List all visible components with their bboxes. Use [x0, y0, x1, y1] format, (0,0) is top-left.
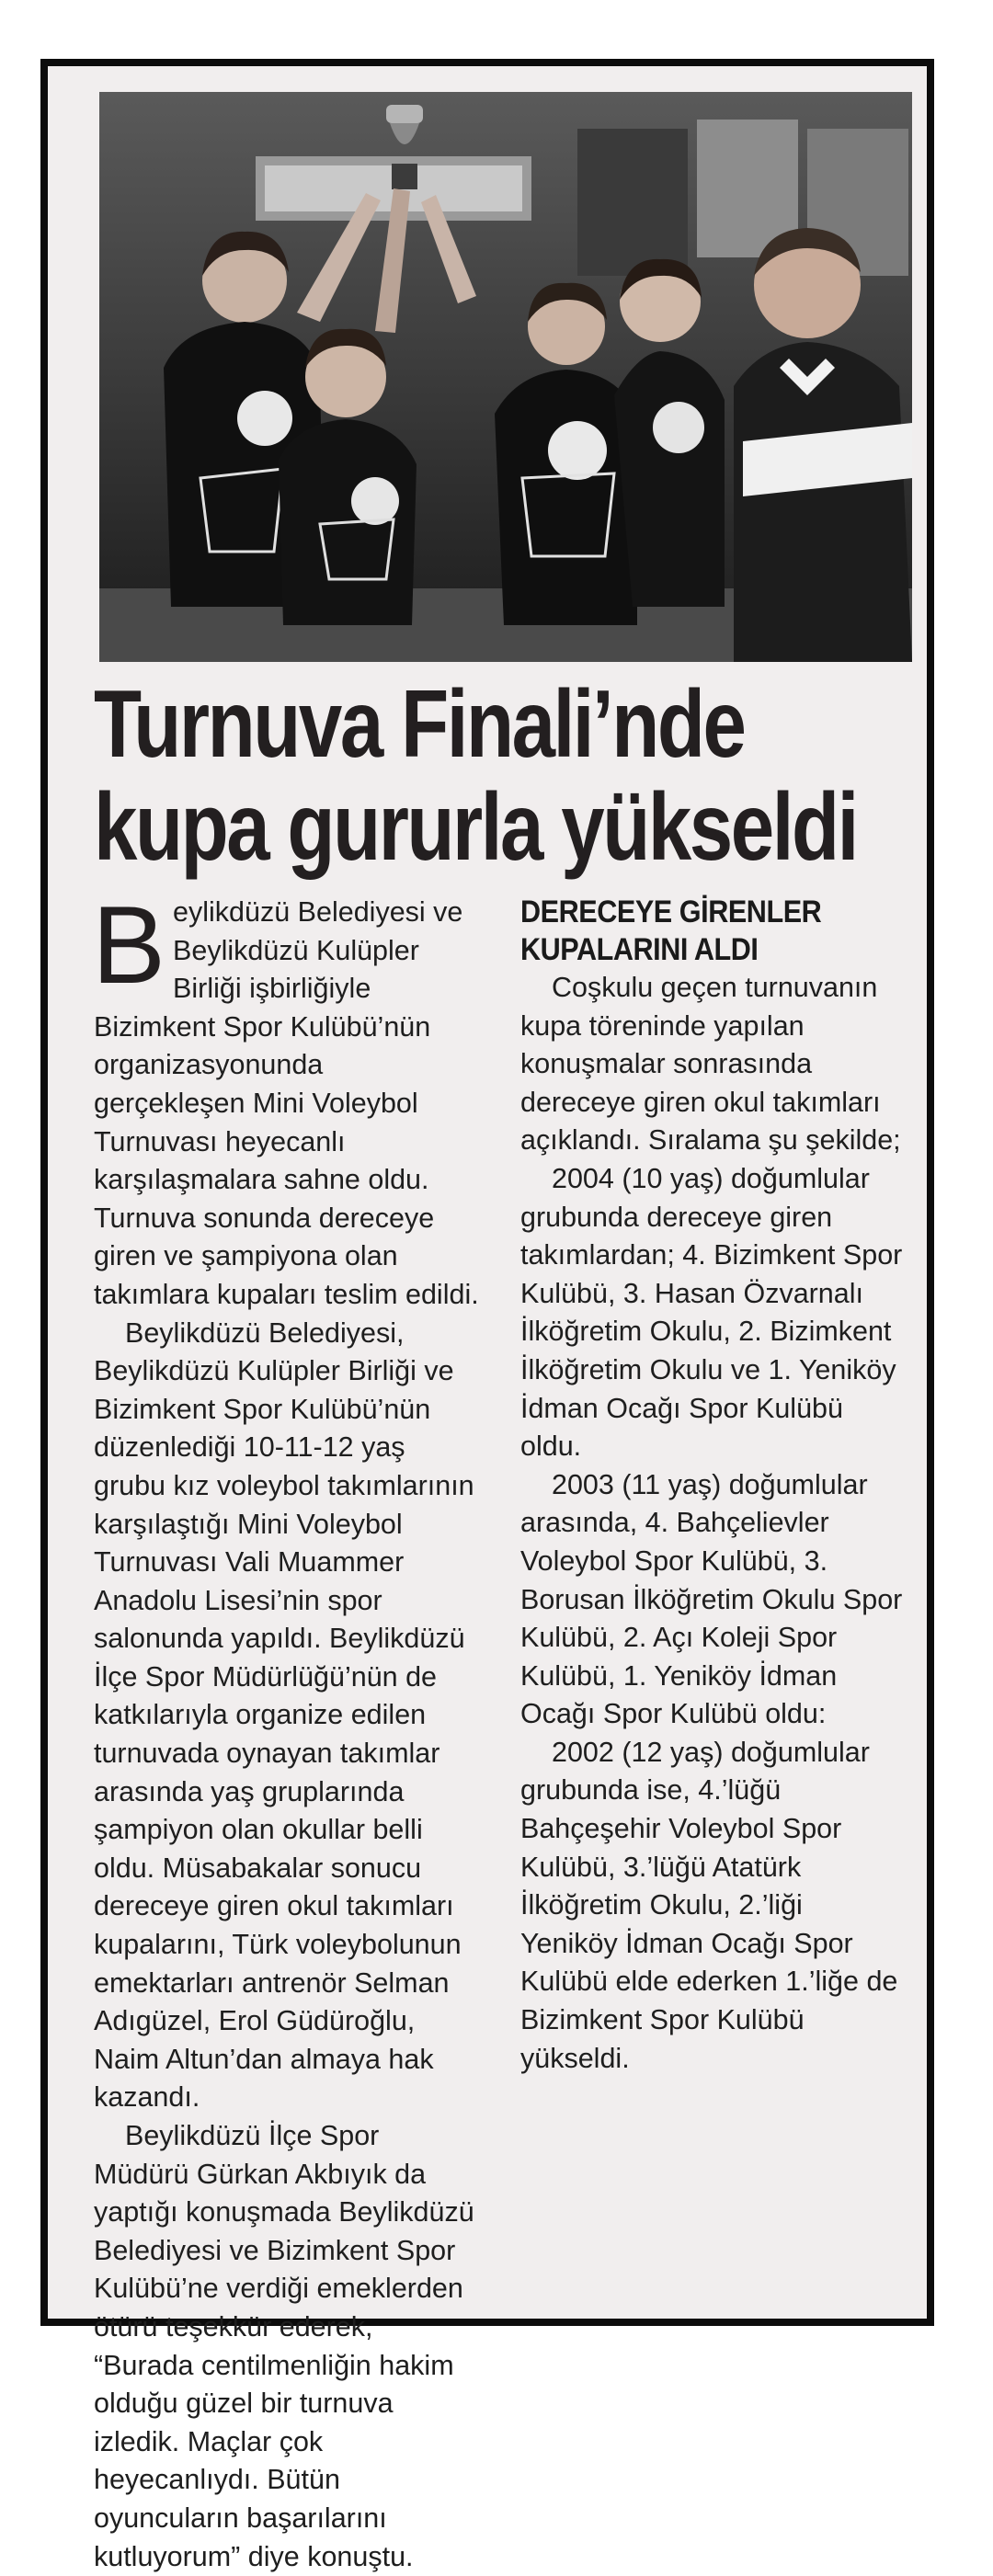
headline — [94, 671, 857, 881]
paragraph-intro — [92, 883, 480, 1315]
photo-illustration — [99, 92, 912, 662]
paragraph-ceremony: Coşkulu geçen turnuvanın kupa töreninde yapılan konuşmalar sonrasında dereceye giren okul takımları açıklandı. Sıralama şu şekilde; — [520, 972, 901, 1157]
paragraph-intro-text: eylikdüzü Belediyesi ve Beylikdüzü Kulüpler Birliği işbirliğiyle Bizimkent Spor Kulübü’nün organizasyonunda gerçekleşen Mini Voleybol Turnuvası heyecanlı karşılaşmalara sahne oldu. Turnuva sonunda dereceye giren ve şampiyona olan takımlara kupaları teslim edildi. — [94, 896, 479, 1310]
article-column-left — [92, 883, 480, 2576]
paragraph-quote: Beylikdüzü İlçe Spor Müdürü Gürkan Akbıyık da yaptığı konuşmada Beylikdüzü Belediyesi ve Bizimkent Spor Kulübü’ne verdiği emeklerden ötürü teşekkür ederek, “Burada centilmenliğin hakim olduğu güzel bir turnuva izledik. Maçlar çok heyecanlıydı. Bütün oyuncuların başarılarını kutluyorum” diye konuştu. — [94, 2120, 474, 2572]
subheading: DERECEYE GİRENLER KUPALARINI ALDI — [520, 895, 822, 967]
team-trophy-photo — [99, 92, 912, 662]
headline-line-2: kupa gururla yükseldi — [94, 774, 857, 881]
paragraph-2002-results: 2002 (12 yaş) doğumlular grubunda ise, 4.’lüğü Bahçeşehir Voleybol Spor Kulübü, 3.’lüğü Atatürk İlköğretim Okulu, 2.’liği Yeniköy İdman Ocağı Spor Kulübü elde ederken 1.’liğe de Bizimkent Spor Kulübü yükseldi. — [520, 1736, 898, 2074]
drop-cap: B — [92, 883, 166, 1007]
paragraph-2003-results: 2003 (11 yaş) doğumlular arasında, 4. Bahçelievler Voleybol Spor Kulübü, 3. Borusan İlköğretim Okulu Spor Kulübü, 2. Açı Koleji Spor Kulübü, 1. Yeniköy İdman Ocağı Spor Kulübü oldu: — [520, 1468, 903, 1730]
newspaper-clipping — [40, 59, 934, 2572]
article-column-right — [520, 894, 907, 2078]
paragraph-2004-results: 2004 (10 yaş) doğumlular grubunda dereceye giren takımlardan; 4. Bizimkent Spor Kulübü, 3. Hasan Özvarnalı İlköğretim Okulu, 2. Bizimkent İlköğretim Okulu ve 1. Yeniköy İdman Ocağı Spor Kulübü oldu. — [520, 1162, 903, 1463]
paragraph-body: Beylikdüzü Belediyesi, Beylikdüzü Kulüpler Birliği ve Bizimkent Spor Kulübü’nün düzenlediği 10-11-12 yaş grubu kız voleybol takımlarının karşılaştığı Mini Voleybol Turnuvası Vali Muammer Anadolu Lisesi’nin spor salonunda yapıldı. Beylikdüzü İlçe Spor Müdürlüğü’nün de katkılarıyla organize edilen turnuvada oynayan takımlar arasında yaş gruplarında şampiyon olan okullar belli oldu. Müsabakalar sonucu dereceye giren okul takımları kupalarını, Türk voleybolunun emektarları antrenör Selman Adıgüzel, Erol Güdüroğlu, Naim Altun’dan almaya hak kazandı. — [94, 1316, 474, 2114]
headline-line-1: Turnuva Finali’nde — [94, 671, 745, 778]
